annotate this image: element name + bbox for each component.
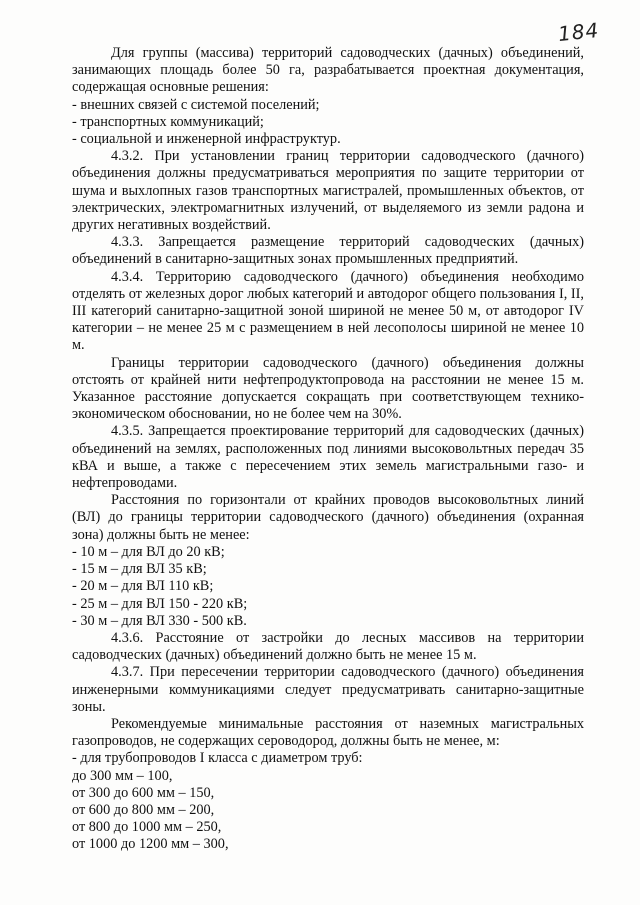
list-item: от 600 до 800 мм – 200, xyxy=(72,801,215,818)
list-item: - 30 м – для ВЛ 330 - 500 кВ. xyxy=(72,612,247,629)
list-item: от 1000 до 1200 мм – 300, xyxy=(72,836,229,853)
list-item: - 20 м – для ВЛ 110 кВ; xyxy=(72,578,214,595)
paragraph-4-3-6: 4.3.6. Расстояние от застройки до лесных массивов на территории садоводческих (дачных) объединений должно быть не менее 15 м. xyxy=(72,629,584,664)
list-item: - 10 м – для ВЛ до 20 кВ; xyxy=(72,543,225,560)
paragraph-4-3-4: 4.3.4. Территорию садоводческого (дачного) объединения необходимо отделять от железных дорог любых категорий и автодорог общего пользования I, II, III категорий санитарно-защитной зоной шириной не менее 50 м, от автодорог IV категории – не менее 25 м с размещением в ней лесополосы шириной не менее 10 м. xyxy=(72,268,584,354)
list-lead: - для трубопроводов I класса с диаметром труб: xyxy=(72,750,363,767)
paragraph-4-3-7: 4.3.7. При пересечении территории садоводческого (дачного) объединения инженерными коммуникациями следует предусматривать санитарно-защитные зоны. xyxy=(72,664,584,715)
paragraph-4-3-2: 4.3.2. При установлении границ территории садоводческого (дачного) объединения должны предусматриваться мероприятия по защите территории от шума и выхлопных газов транспортных магистралей, промышленных объектов, от электрических, электромагнитных излучений, от выделяемого из земли радона и других негативных воздействий. xyxy=(72,148,584,234)
list-item: от 300 до 600 мм – 150, xyxy=(72,784,215,801)
list-item: - социальной и инженерной инфраструктур. xyxy=(72,131,341,148)
handwritten-page-number: 184 xyxy=(556,17,601,47)
document-body xyxy=(72,45,584,854)
paragraph-4-3-5: 4.3.5. Запрещается проектирование территорий для садоводческих (дачных) объединений на землях, расположенных под линиями высоковольтных передач 35 кВА и выше, а также с пересечением этих земель магистральными газо- и нефтепроводами. xyxy=(72,423,584,492)
list-item: - 25 м – для ВЛ 150 - 220 кВ; xyxy=(72,595,248,612)
paragraph-pipeline-distance: Границы территории садоводческого (дачного) объединения должны отстоять от крайней нити нефтепродуктопровода на расстоянии не менее 15 м. Указанное расстояние допускается сокращать при соответствующем технико-экономическом обосновании, но не более чем на 30%. xyxy=(72,354,584,423)
paragraph-group-territories: Для группы (массива) территорий садоводческих (дачных) объединений, занимающих площадь более 50 га, разрабатывается проектная документация, содержащая основные решения: xyxy=(72,45,584,96)
paragraph-gas-pipeline-distance: Рекомендуемые минимальные расстояния от наземных магистральных газопроводов, не содержащих сероводород, должны быть не менее, м: xyxy=(72,715,584,750)
paragraph-4-3-3: 4.3.3. Запрещается размещение территорий садоводческих (дачных) объединений в санитарно-защитных зонах промышленных предприятий. xyxy=(72,234,584,268)
list-item: - 15 м – для ВЛ 35 кВ; xyxy=(72,561,207,578)
list-item: от 800 до 1000 мм – 250, xyxy=(72,819,222,836)
list-item: до 300 мм – 100, xyxy=(72,767,173,784)
paragraph-power-line-distance: Расстояния по горизонтали от крайних проводов высоковольтных линий (ВЛ) до границы территории садоводческого (дачного) объединения (охранная зона) должны быть не менее: xyxy=(72,492,584,543)
list-item: - транспортных коммуникаций; xyxy=(72,113,264,130)
list-item: - внешних связей с системой поселений; xyxy=(72,96,320,113)
